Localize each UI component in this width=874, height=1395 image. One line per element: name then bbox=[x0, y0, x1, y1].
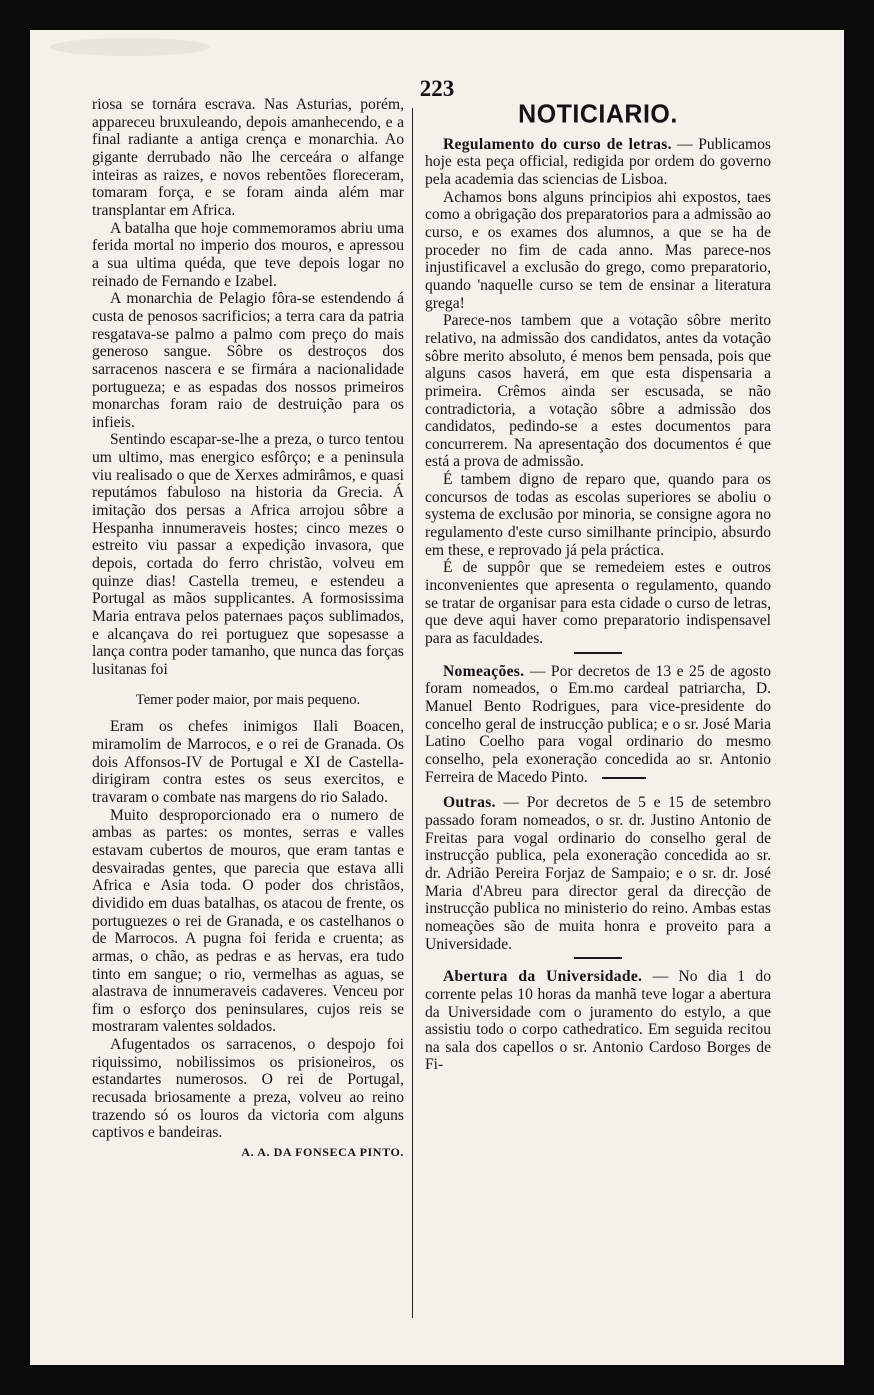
news-item bbox=[425, 136, 771, 189]
right-column bbox=[425, 99, 771, 1074]
news-item bbox=[425, 663, 771, 787]
separator-rule bbox=[602, 777, 646, 779]
news-paragraph: Achamos bons alguns principios ahi expostos, taes como a obrigação dos preparatorios para a admissão ao curso, e os exames dos alumnos, a que se ha de proceder no fim de cada anno. Mas parece-nos injustificavel a exclusão do grego, como preparatorio, quando 'naquelle curso se tem de ensinar a literatura grega! bbox=[425, 188, 771, 312]
column-divider bbox=[412, 108, 413, 1318]
news-paragraph: É tambem digno de reparo que, quando para os concursos de todas as escolas superiores se aboliu o systema de exclusão por minoria, se consigne agora no regulamento d'este curso similhante principio, absurdo em these, e reprovado já pela práctica. bbox=[425, 471, 771, 559]
news-rubric: Nomeações. bbox=[443, 662, 525, 680]
article-paragraph: Eram os chefes inimigos Ilali Boacen, miramolim de Marrocos, e o rei de Granada. Os dois Affonsos-IV de Portugal e XI de Castella-dirigiram contra estes os seus exercitos, e travaram o combate nas margens do rio Salado. bbox=[92, 718, 404, 806]
newspaper-page bbox=[30, 30, 844, 1365]
separator-rule bbox=[574, 957, 622, 959]
left-column bbox=[92, 96, 404, 1162]
separator-rule bbox=[574, 652, 622, 654]
news-rubric: Outras. bbox=[443, 794, 496, 812]
section-title: NOTICIARIO. bbox=[518, 99, 678, 129]
article-paragraph: A batalha que hoje commemoramos abriu uma ferida mortal no imperio dos mouros, e apressou a sua ultima quéda, que teve depois logar no reinado de Fernando e Izabel. bbox=[92, 219, 404, 290]
news-item bbox=[425, 794, 771, 953]
article-paragraph: riosa se tornára escrava. Nas Asturias, porém, appareceu bruxuleando, depois amanhecendo, e a final radiante a antiga crença e monarchia. Ao gigante derrubado não lhe cerceára o alfange inteiras as raizes, e novos rebentões floreceram, tomaram força, e se foram ainda além mar transplantar em Africa. bbox=[92, 96, 404, 219]
article-paragraph: Sentindo escapar-se-lhe a preza, o turco tentou um ultimo, mas energico esfôrço; e a peninsula viu realisado o que de Xerxes admirâmos, e quasi reputámos fabuloso na historia da Grecia. Á imitação dos persas a Africa arrojou sôbre a Hespanha innumeraveis hostes; cinco mezes o estreito viu passar a expedição invasora, que depois, cortada do ferro christão, volveu em quinze dias! Castella tremeu, e estendeu a Portugal as mãos supplicantes. A formosissima Maria entrava pelos paternaes paços sublimados, e alcançava do rei portuguez que sopesasse a lança contra poder tamanho, que nunca das forças lusitanas foi bbox=[92, 431, 404, 678]
article-paragraph: Muito desproporcionado era o numero de ambas as partes: os montes, serras e valles estavam cubertos de mouros, que eram tantas e desvairadas gentes, que parecia que estava alli Africa e Asia toda. O poder dos christãos, dividido em duas batalhas, os atacou de frente, os portuguezes o rei de Granada, e os castelhanos o de Marrocos. A pugna foi ferida e cruenta; as armas, o chão, as pedras e as hervas, era tudo tinto em sangue; o rio, vermelhas as aguas, se alastrava de innumeraveis cadaveres. Venceu por fim o esforço dos peninsulares, cujos reis se mostraram valentes soldados. bbox=[92, 806, 404, 1036]
news-item bbox=[425, 968, 771, 1074]
page-number: 223 bbox=[419, 76, 455, 101]
news-text: — Por decretos de 13 e 25 de agosto foram nomeados, o Em.mo cardeal patriarcha, D. Manuel Bento Rodrigues, para vice-presidente do concelho geral de instrucção publica; e o sr. José Maria Latino Coelho para vogal ordinario do mesmo conselho, pela exoneração concedida ao sr. Antonio Ferreira de Macedo Pinto. bbox=[425, 662, 771, 786]
article-paragraph: Afugentados os sarracenos, o despojo foi riquissimo, nobilissimos os prisioneiros, os estandartes numerosos. O rei de Portugal, recusada briosamente a preza, volveu ao reino trazendo só os louros da victoria com alguns captivos e bandeiras. bbox=[92, 1036, 404, 1142]
news-paragraph: É de suppôr que se remedeiem estes e outros inconvenientes que apresenta o regulamento, quando se tratar de organisar para esta cidade o curso de letras, que deve aqui haver como preparatorio indispensavel para as faculdades. bbox=[425, 559, 771, 648]
article-paragraph: A monarchia de Pelagio fôra-se estendendo á custa de penosos sacrificios; a terra cara da patria resgatava-se palmo a palmo com preço do mais generoso sangue. Sôbre os destroços dos sarracenos nascera e se firmára a nacionalidade portugueza; e as espadas dos nossos primeiros monarchas foram raio de destruição para os infieis. bbox=[92, 290, 404, 431]
news-text: — Publicamos hoje esta peça official, redigida por ordem do governo pela academia das sciencias de Lisboa. bbox=[425, 135, 771, 188]
news-rubric: Abertura da Universidade. bbox=[443, 968, 643, 986]
news-paragraph: Parece-nos tambem que a votação sôbre merito relativo, na admissão dos candidatos, antes da votação sôbre merito absoluto, é menos bem pensada, pois que alguns casos haverá, em que esta dispensaria a primeira. Crêmos ainda ser escusada, se não contradictoria, a votação sôbre a admissão dos candidatos, pedindo-se a estes documentos para concurrerem. Na apresentação dos documentos é que está a prova de admissão. bbox=[425, 312, 771, 471]
news-text: — Por decretos de 5 e 15 de setembro passado foram nomeados, o sr. dr. Justino Antonio de Freitas para vogal ordinario do conselho geral de instrucção publica, pela exoneração concedida ao sr. dr. Adrião Pereira Forjaz de Sampaio; e o sr. dr. José Maria d'Abreu para director geral da direcção de instrucção publica no ministerio do reino. Ambas estas nomeações são de muita honra e proveito para a Universidade. bbox=[425, 794, 771, 953]
verse-quote: Temer poder maior, por mais pequeno. bbox=[135, 691, 361, 708]
scan-smudge bbox=[50, 38, 210, 56]
news-rubric: Regulamento do curso de letras. bbox=[443, 135, 672, 153]
author-signature: A. A. DA FONSECA PINTO. bbox=[241, 1145, 404, 1160]
news-text: — No dia 1 do corrente pelas 10 horas da manhã teve logar a abertura da Universidade com o juramento do estylo, a que assistiu todo o corpo cathedratico. Em seguida recitou na sala dos capellos o sr. Antonio Cardoso Borges de Fi- bbox=[425, 968, 771, 1074]
